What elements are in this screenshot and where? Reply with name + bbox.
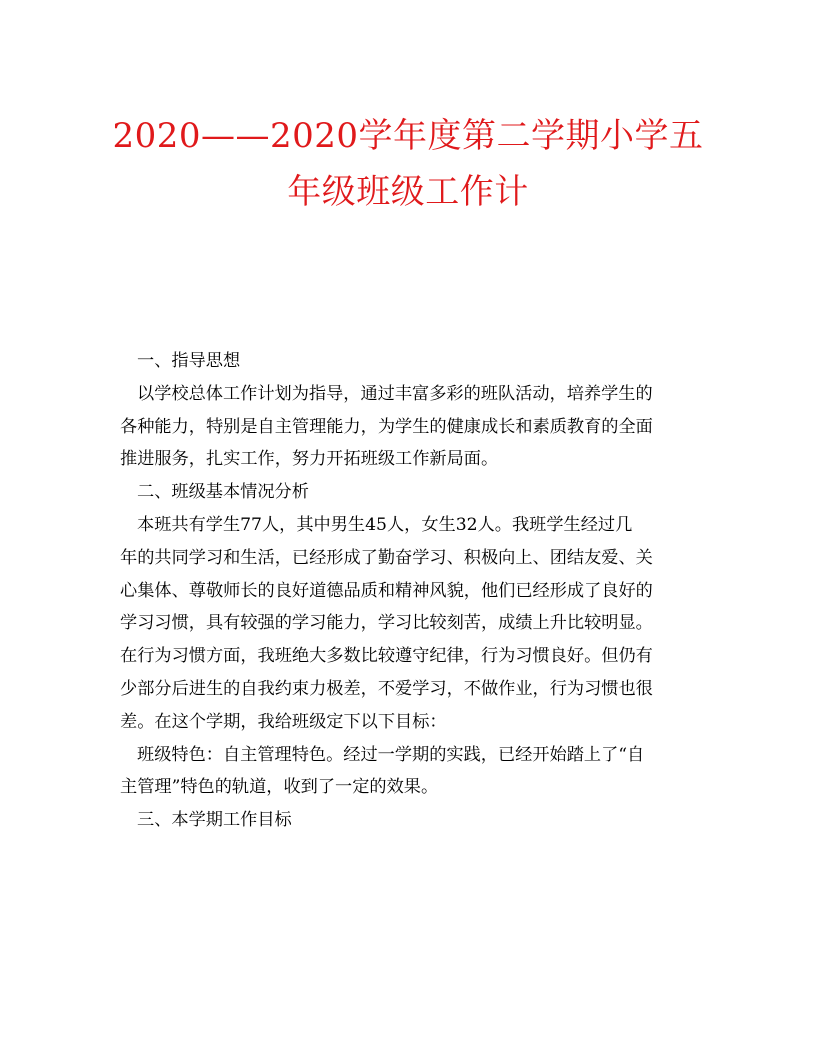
section-heading-semester-goals: 三、本学期工作目标 (137, 810, 292, 831)
section-heading-class-analysis: 二、班级基本情况分析 (137, 482, 309, 503)
paragraph-line: 主管理”特色的轨道，收到了一定的效果。 (120, 777, 439, 798)
document-title-line-1: 2020——2020学年度第二学期小学五 (112, 116, 704, 156)
paragraph-line: 少部分后进生的自我约束力极差，不爱学习，不做作业，行为习惯也很 (120, 678, 653, 699)
paragraph-line: 差。在这个学期，我给班级定下以下目标： (120, 711, 447, 732)
paragraph-line: 年的共同学习和生活，已经形成了勤奋学习、积极向上、团结友爱、关 (120, 547, 653, 568)
paragraph-line: 本班共有学生77人，其中男生45人，女生32人。我班学生经过几 (137, 514, 633, 535)
section-heading-guiding-thought: 一、指导思想 (137, 351, 241, 371)
paragraph-line: 学习习惯，具有较强的学习能力，学习比较刻苦，成绩上升比较明显。 (120, 613, 653, 634)
document-body (120, 345, 700, 837)
paragraph-line: 在行为习惯方面，我班绝大多数比较遵守纪律，行为习惯良好。但仍有 (120, 646, 653, 667)
document-title-line-2: 年级班级工作计 (287, 172, 529, 212)
paragraph-line: 心集体、尊敬师长的良好道德品质和精神风貌，他们已经形成了良好的 (120, 580, 653, 601)
paragraph-line: 各种能力，特别是自主管理能力，为学生的健康成长和素质教育的全面 (120, 416, 653, 437)
paragraph-line: 以学校总体工作计划为指导，通过丰富多彩的班队活动，培养学生的 (137, 383, 653, 404)
paragraph-line: 推进服务，扎实工作，努力开拓班级工作新局面。 (120, 449, 499, 470)
paragraph-line: 班级特色：自主管理特色。经过一学期的实践，已经开始踏上了“自 (137, 744, 645, 765)
